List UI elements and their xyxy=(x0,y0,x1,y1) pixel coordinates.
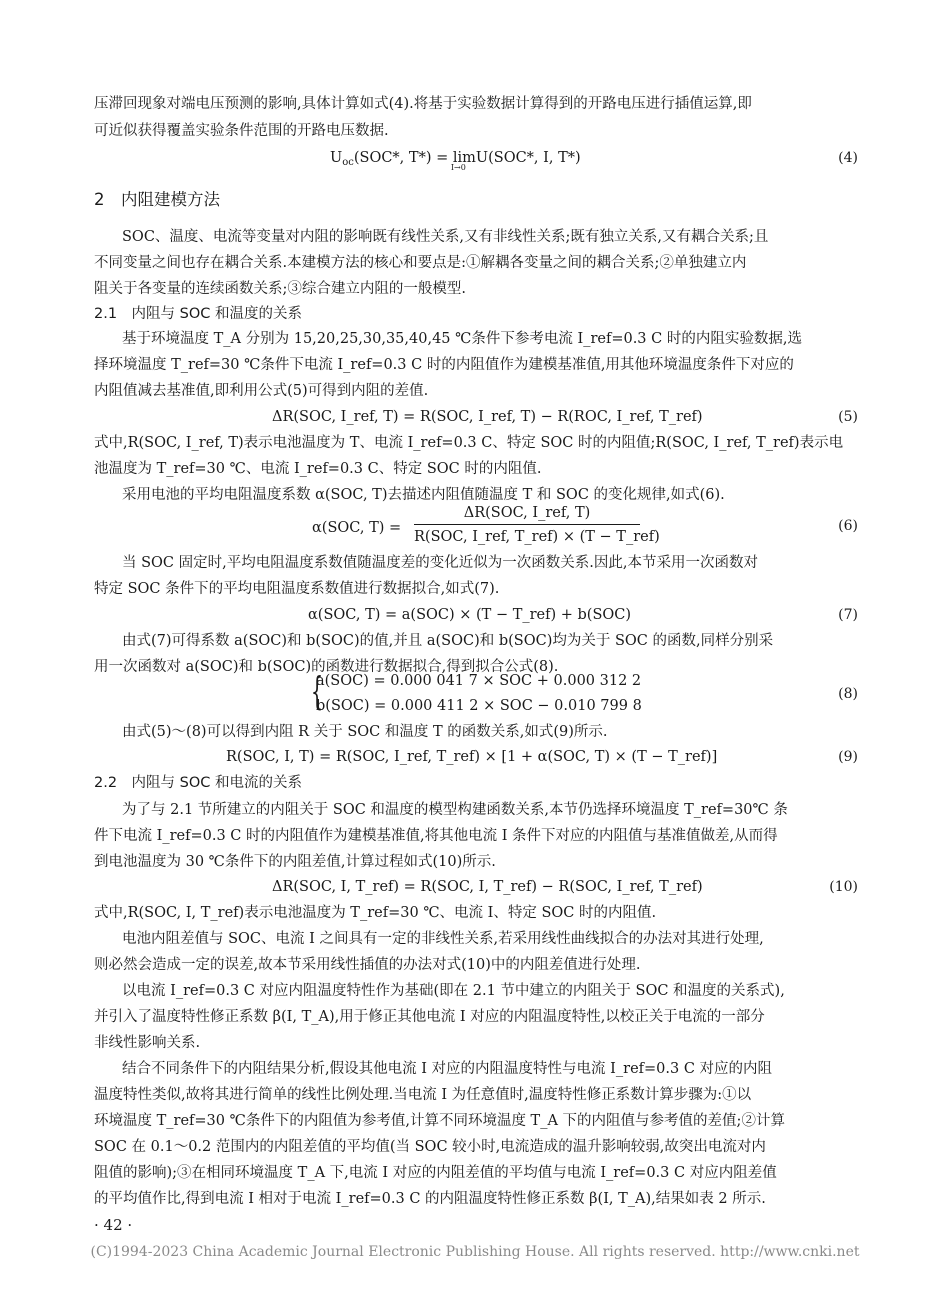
section-2-para-line-2: 不同变量之间也存在耦合关系.本建模方法的核心和要点是:①解耦各变量之间的耦合关系;②单独建立内 xyxy=(94,255,747,271)
s21-para4-line-1: 当 SOC 固定时,平均电阻温度系数值随温度差的变化近似为一次函数关系.因此,本节采用一次函数对 xyxy=(122,555,758,571)
s21-para5-line-2: 用一次函数对 a(SOC)和 b(SOC)的函数进行数据拟合,得到拟合公式(8). xyxy=(94,659,559,675)
equation-4-number: (4) xyxy=(838,150,858,166)
s22-para5-line-1: 结合不同条件下的内阻结果分析,假设其他电流 I 对应的内阻温度特性与电流 I_ref=0.3 C 对应的内阻 xyxy=(122,1061,773,1077)
eq4-lhs-args: (SOC*, T*) = xyxy=(353,150,453,166)
s21-para4-line-2: 特定 SOC 条件下的平均电阻温度系数值进行数据拟合,如式(7). xyxy=(94,581,500,597)
equation-7: α(SOC, T) = a(SOC) × (T − T_ref) + b(SOC) xyxy=(308,607,632,623)
section-2-para-line-1: SOC、温度、电流等变量对内阻的影响既有线性关系,又有非线性关系;既有独立关系,又有耦合关系;且 xyxy=(122,229,769,245)
s22-para5-line-2: 温度特性类似,故将其进行简单的线性比例处理.当电流 I 为任意值时,温度特性修正系数计算步骤为:①以 xyxy=(94,1087,752,1103)
s22-para5-line-5: 阻值的影响);③在相同环境温度 T_A 下,电流 I 对应的内阻差值的平均值与电流 I_ref=0.3 C 对应内阻差值 xyxy=(94,1165,777,1181)
page-number: · 42 · xyxy=(94,1216,133,1234)
intro-line-1: 压滞回现象对端电压预测的影响,具体计算如式(4).将基于实验数据计算得到的开路电压进行插值运算,即 xyxy=(94,96,752,112)
equation-5: ΔR(SOC, I_ref, T) = R(SOC, I_ref, T) − R(ROC, I_ref, T_ref) xyxy=(272,409,703,425)
equation-10-number: (10) xyxy=(829,879,858,895)
s21-para1-line-1: 基于环境温度 T_A 分别为 15,20,25,30,35,40,45 ℃条件下参考电流 I_ref=0.3 C 时的内阻实验数据,选 xyxy=(122,331,802,347)
s22-para5-line-4: SOC 在 0.1～0.2 范围内的内阻差值的平均值(当 SOC 较小时,电流造成的温升影响较弱,故突出电流对内 xyxy=(94,1139,766,1155)
eq4-lhs-sub: oc xyxy=(342,157,354,168)
equation-6-denominator: R(SOC, I_ref, T_ref) × (T − T_ref) xyxy=(414,529,660,545)
s22-para4-line-2: 并引入了温度特性修正系数 β(I, T_A),用于修正其他电流 I 对应的内阻温度特性,以校正关于电流的一部分 xyxy=(94,1009,765,1025)
s21-para5-line-1: 由式(7)可得系数 a(SOC)和 b(SOC)的值,并且 a(SOC)和 b(SOC)均为关于 SOC 的函数,同样分别采 xyxy=(122,633,774,649)
s22-para4-line-3: 非线性影响关系. xyxy=(94,1035,201,1051)
section-2-2-heading: 2.2 内阻与 SOC 和电流的关系 xyxy=(94,775,303,791)
s21-para2-line-2: 池温度为 T_ref=30 ℃、电流 I_ref=0.3 C、特定 SOC 时的内阻值. xyxy=(94,461,542,477)
eq4-lim: lim xyxy=(452,150,476,166)
equation-8-line-2: b(SOC) = 0.000 411 2 × SOC − 0.010 799 8 xyxy=(316,698,642,714)
s21-para1-line-3: 内阻值减去基准值,即利用公式(5)可得到内阻的差值. xyxy=(94,383,429,399)
equation-9-number: (9) xyxy=(838,749,858,765)
equation-6-lhs: α(SOC, T) = xyxy=(312,520,402,536)
eq4-lhs: U xyxy=(330,150,343,166)
eq4-lim-sub: I→0 xyxy=(450,163,466,172)
equation-7-number: (7) xyxy=(838,607,858,623)
eq4-rhs: U(SOC*, I, T*) xyxy=(475,150,581,166)
s22-para3-line-2: 则必然会造成一定的误差,故本节采用线性插值的办法对式(10)中的内阻差值进行处理. xyxy=(94,957,641,973)
section-2-heading: 2 内阻建模方法 xyxy=(94,190,220,209)
equation-5-number: (5) xyxy=(838,409,858,425)
copyright-footer: (C)1994-2023 China Academic Journal Electronic Publishing House. All rights reserved. http://www.cnki.net xyxy=(90,1244,860,1260)
equation-8-line-1: a(SOC) = 0.000 041 7 × SOC + 0.000 312 2 xyxy=(316,673,642,689)
s22-para2: 式中,R(SOC, I, T_ref)表示电池温度为 T_ref=30 ℃、电流 I、特定 SOC 时的内阻值. xyxy=(94,905,657,921)
s22-para4-line-1: 以电流 I_ref=0.3 C 对应内阻温度特性作为基础(即在 2.1 节中建立的内阻关于 SOC 和温度的关系式), xyxy=(122,983,785,999)
equation-8-number: (8) xyxy=(838,686,858,702)
equation-6-number: (6) xyxy=(838,518,858,534)
s21-para6: 由式(5)～(8)可以得到内阻 R 关于 SOC 和温度 T 的函数关系,如式(9)所示. xyxy=(122,724,608,740)
s22-para1-line-3: 到电池温度为 30 ℃条件下的内阻差值,计算过程如式(10)所示. xyxy=(94,854,496,870)
intro-line-2: 可近似获得覆盖实验条件范围的开路电压数据. xyxy=(94,123,389,139)
equation-4 xyxy=(330,148,581,173)
s22-para5-line-6: 的平均值作比,得到电流 I 相对于电流 I_ref=0.3 C 的内阻温度特性修正系数 β(I, T_A),结果如表 2 所示. xyxy=(94,1191,766,1207)
s22-para5-line-3: 环境温度 T_ref=30 ℃条件下的内阻值为参考值,计算不同环境温度 T_A 下的内阻值与参考值的差值;②计算 xyxy=(94,1113,785,1129)
s22-para1-line-1: 为了与 2.1 节所建立的内阻关于 SOC 和温度的模型构建函数关系,本节仍选择环境温度 T_ref=30℃ 条 xyxy=(122,802,788,818)
equation-9: R(SOC, I, T) = R(SOC, I_ref, T_ref) × [1 + α(SOC, T) × (T − T_ref)] xyxy=(226,749,718,765)
s21-para1-line-2: 择环境温度 T_ref=30 ℃条件下电流 I_ref=0.3 C 时的内阻值作为建模基准值,用其他环境温度条件下对应的 xyxy=(94,357,794,373)
s22-para1-line-2: 件下电流 I_ref=0.3 C 时的内阻值作为建模基准值,将其他电流 I 条件下对应的内阻值与基准值做差,从而得 xyxy=(94,828,778,844)
equation-10: ΔR(SOC, I, T_ref) = R(SOC, I, T_ref) − R(SOC, I_ref, T_ref) xyxy=(272,879,703,895)
s21-para3: 采用电池的平均电阻温度系数 α(SOC, T)去描述内阻值随温度 T 和 SOC 的变化规律,如式(6). xyxy=(122,487,725,503)
section-2-1-heading: 2.1 内阻与 SOC 和温度的关系 xyxy=(94,306,303,322)
section-2-para-line-3: 阻关于各变量的连续函数关系;③综合建立内阻的一般模型. xyxy=(94,281,466,297)
equation-6-fraction-bar xyxy=(414,524,640,525)
equation-8-brace: { xyxy=(311,669,324,713)
equation-6-numerator: ΔR(SOC, I_ref, T) xyxy=(463,505,591,521)
s22-para3-line-1: 电池内阻差值与 SOC、电流 I 之间具有一定的非线性关系,若采用线性曲线拟合的办法对其进行处理, xyxy=(122,931,764,947)
s21-para2-line-1: 式中,R(SOC, I_ref, T)表示电池温度为 T、电流 I_ref=0.3 C、特定 SOC 时的内阻值;R(SOC, I_ref, T_ref)表示电 xyxy=(94,435,844,451)
